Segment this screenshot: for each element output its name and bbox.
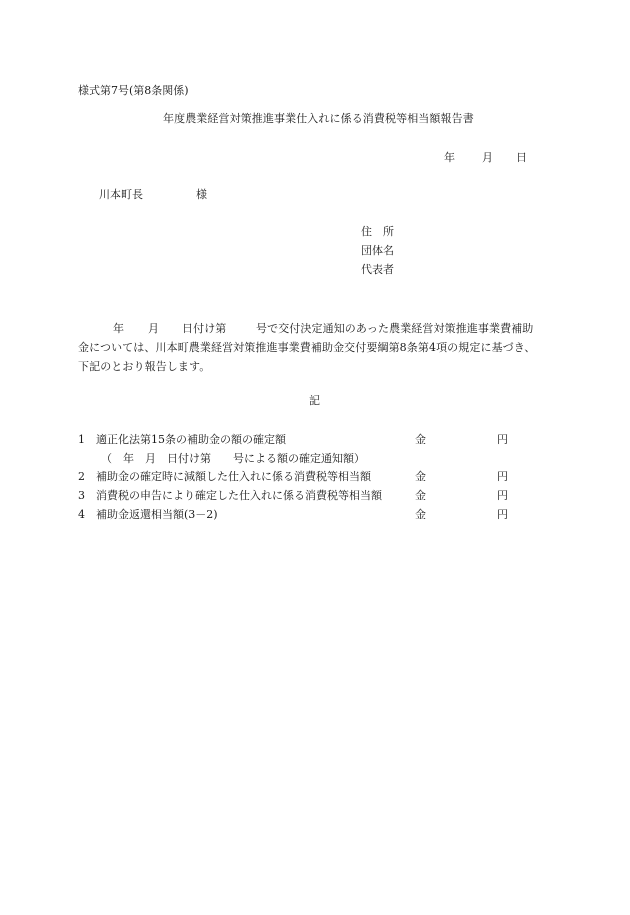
date-day-label: 日 (516, 151, 527, 164)
sender-address-label: 住 所 (361, 225, 394, 238)
item-kin: 金 (415, 470, 426, 483)
date-year-label: 年 (444, 151, 455, 164)
item-yen: 円 (497, 470, 508, 483)
item-number: 4 (78, 508, 85, 521)
item-yen: 円 (497, 433, 508, 446)
body-line1-rest: 号で交付決定通知のあった農業経営対策推進事業費補助 (256, 322, 534, 335)
item-text: 消費税の申告により確定した仕入れに係る消費税等相当額 (96, 489, 382, 502)
body-month: 月 (148, 322, 160, 335)
body-line-2: 金については、川本町農業経営対策推進事業費補助金交付要綱第8条第4項の規定に基づき、 (78, 341, 536, 354)
item-kin: 金 (415, 508, 426, 521)
item-text: 補助金返還相当額(3－2) (96, 508, 218, 521)
item-number: 2 (78, 470, 85, 483)
item-text: 適正化法第15条の補助金の額の確定額 (96, 433, 286, 446)
addressee-name: 川本町長 (99, 188, 143, 201)
item-yen: 円 (497, 508, 508, 521)
body-day: 日付け第 (182, 322, 227, 335)
item-text: 補助金の確定時に減額した仕入れに係る消費税等相当額 (96, 470, 371, 483)
sender-organization-label: 団体名 (361, 244, 394, 257)
sender-representative-label: 代表者 (361, 263, 394, 276)
item-yen: 円 (497, 489, 508, 502)
item-kin: 金 (415, 489, 426, 502)
item-number: 3 (78, 489, 85, 502)
body-year: 年 (113, 322, 125, 335)
item-kin: 金 (415, 433, 426, 446)
form-number: 様式第7号(第8条関係) (78, 84, 189, 97)
body-line-3: 下記のとおり報告します。 (78, 360, 211, 373)
date-month-label: 月 (482, 151, 493, 164)
item-number: 1 (78, 433, 85, 446)
document-title: 年度農業経営対策推進事業仕入れに係る消費税等相当額報告書 (163, 112, 474, 125)
item-subtext: （ 年 月 日付け第 号による額の確定通知額） (101, 452, 365, 465)
addressee-honorific: 様 (196, 188, 207, 201)
ki-heading: 記 (309, 394, 320, 407)
